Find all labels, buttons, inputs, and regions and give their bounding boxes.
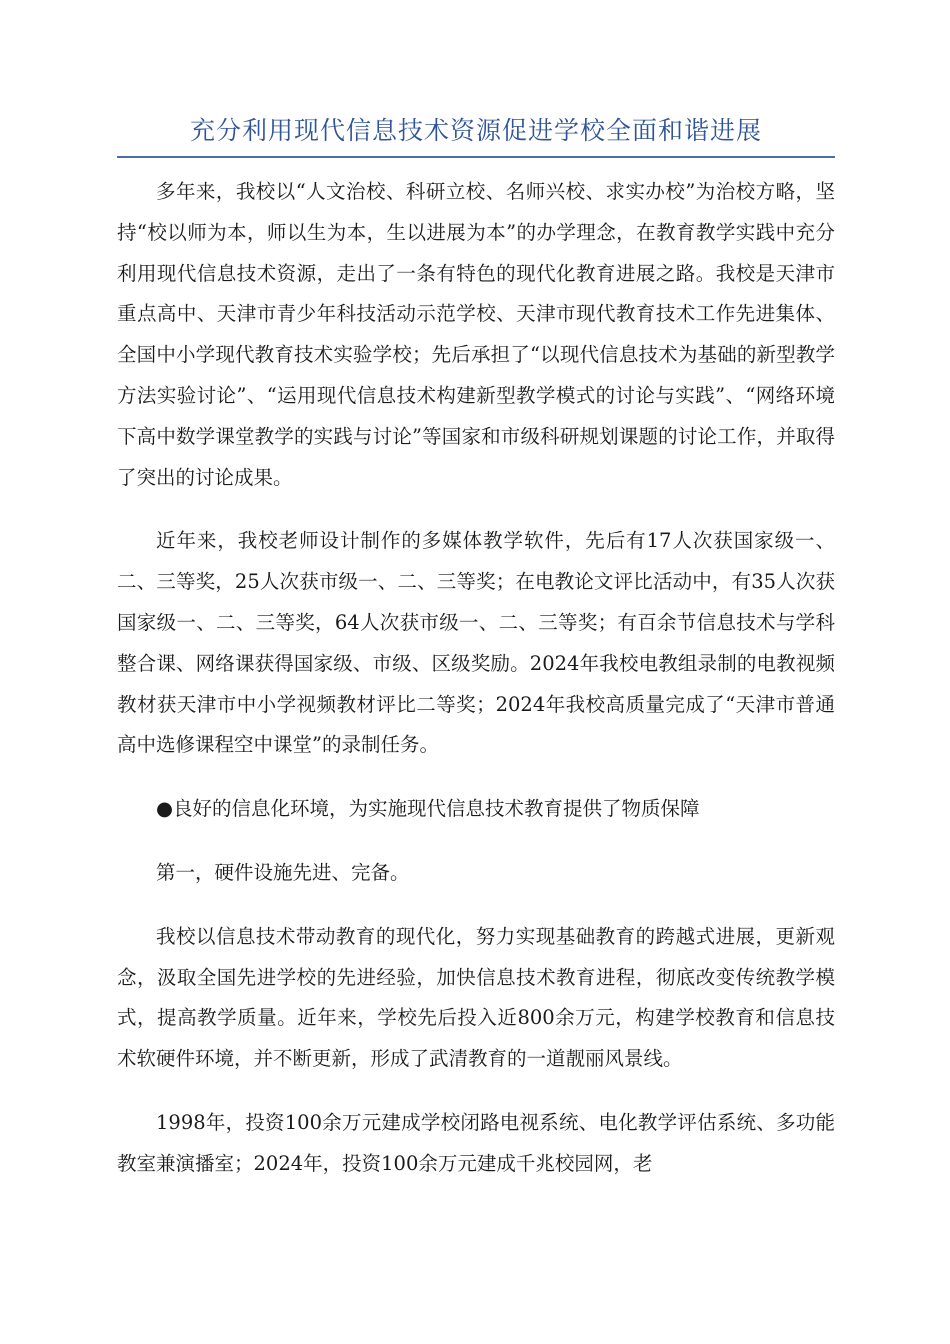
paragraph-awards: 近年来，我校老师设计制作的多媒体教学软件，先后有17人次获国家级一、二、三等奖，25人次获市级一、二、三等奖；在电教论文评比活动中，有35人次获国家级一、二、三等奖，64人次获市级一、二、三等奖；有百余节信息技术与学科整合课、网络课获得国家级、市级、区级奖励。2024年我校电教组录制的电教视频教材获天津市中小学视频教材评比二等奖；2024年我校高质量完成了“天津市普通高中选修课程空中课堂”的录制任务。 (117, 529, 835, 757)
document-body (117, 172, 835, 1208)
subheading-hardware: 第一，硬件设施先进、完备。 (156, 860, 410, 884)
section-heading-environment: ●良好的信息化环境，为实施现代信息技术教育提供了物质保障 (156, 797, 700, 821)
paragraph-intro: 多年来，我校以“人文治校、科研立校、名师兴校、求实办校”为治校方略，坚持“校以师为本，师以生为本，生以进展为本”的办学理念，在教育教学实践中充分利用现代信息技术资源，走出了一条有特色的现代化教育进展之路。我校是天津市重点高中、天津市青少年科技活动示范学校、天津市现代教育技术工作先进集体、全国中小学现代教育技术实验学校；先后承担了“以现代信息技术为基础的新型教学方法实验讨论”、“运用现代信息技术构建新型教学模式的讨论与实践”、“网络环境下高中数学课堂教学的实践与讨论”等国家和市级科研规划课题的讨论工作，并取得了突出的讨论成果。 (117, 180, 835, 489)
document-title: 充分利用现代信息技术资源促进学校全面和谐进展 (189, 116, 762, 145)
paragraph-history: 1998年，投资100余万元建成学校闭路电视系统、电化教学评估系统、多功能教室兼演播室；2024年，投资100余万元建成千兆校园网，老 (117, 1110, 835, 1175)
paragraph-investment: 我校以信息技术带动教育的现代化，努力实现基础教育的跨越式进展，更新观念，汲取全国先进学校的先进经验，加快信息技术教育进程，彻底改变传统教学模式，提高教学质量。近年来，学校先后投入近800余万元，构建学校教育和信息技术软硬件环境，并不断更新，形成了武清教育的一道靓丽风景线。 (117, 924, 835, 1071)
title-underline (117, 112, 835, 158)
